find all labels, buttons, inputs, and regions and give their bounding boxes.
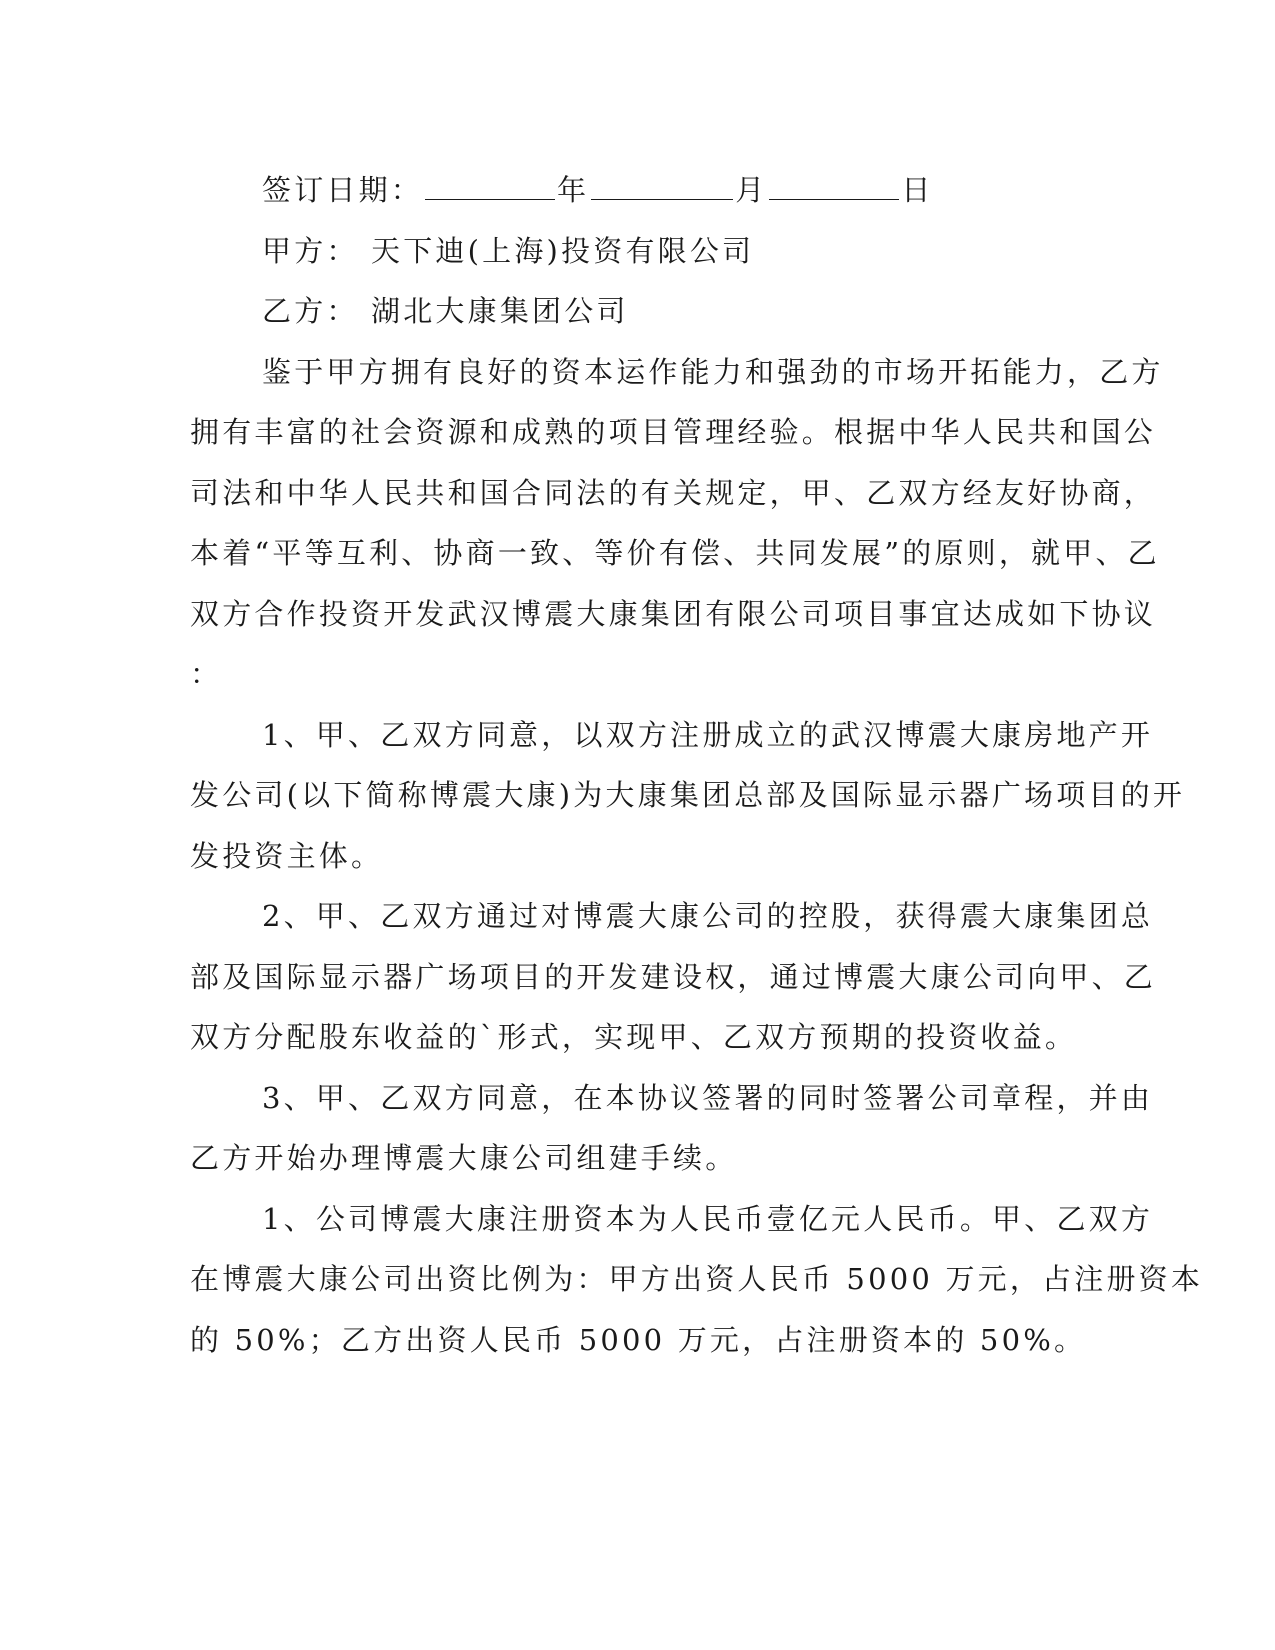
clause-1-paragraph <box>190 705 1186 887</box>
preamble-line: 拥有丰富的社会资源和成熟的项目管理经验。根据中华人民共和国公 <box>190 415 1157 449</box>
clause-line: 发公司(以下简称博震大康)为大康集团总部及国际显示器广场项目的开 <box>190 778 1186 812</box>
preamble-paragraph <box>190 342 1164 705</box>
document-body <box>190 160 1204 1370</box>
clause-line: 1、公司博震大康注册资本为人民币壹亿元人民币。甲、乙双方 <box>262 1201 1154 1236</box>
clause-line: 的 50%；乙方出资人民币 5000 万元，占注册资本的 50%。 <box>190 1322 1087 1357</box>
day-blank <box>769 173 899 200</box>
preamble-line: 司法和中华人民共和国合同法的有关规定，甲、乙双方经友好协商， <box>190 475 1157 510</box>
clause-line: 2、甲、乙双方通过对博震大康公司的控股，获得震大康集团总 <box>262 899 1154 933</box>
preamble-line: 双方合作投资开发武汉博震大康集团有限公司项目事宜达成如下协议 <box>190 596 1157 631</box>
month-blank <box>591 173 733 200</box>
clause-line: 发投资主体。 <box>190 838 384 873</box>
year-label: 年 <box>557 173 590 207</box>
clause-line: 双方分配股东收益的`形式，实现甲、乙双方预期的投资收益。 <box>190 1020 1078 1054</box>
signing-date-label: 签订日期： <box>262 173 424 207</box>
clause-line: 在博震大康公司出资比例为：甲方出资人民币 5000 万元，占注册资本 <box>190 1262 1204 1296</box>
party-b-line: 乙方： 湖北大康集团公司 <box>262 294 629 328</box>
clause-3-paragraph <box>190 1068 1154 1189</box>
clause-line: 3、甲、乙双方同意，在本协议签署的同时签署公司章程，并由 <box>262 1080 1154 1115</box>
preamble-line: 鉴于甲方拥有良好的资本运作能力和强劲的市场开拓能力，乙方 <box>262 354 1164 389</box>
signing-date-line <box>190 160 1080 221</box>
clause-line: 1、甲、乙双方同意，以双方注册成立的武汉博震大康房地产开 <box>262 717 1154 752</box>
year-blank <box>425 173 555 200</box>
clause-2-paragraph <box>190 886 1157 1068</box>
clause-line: 部及国际显示器广场项目的开发建设权，通过博震大康公司向甲、乙 <box>190 959 1157 994</box>
day-label: 日 <box>901 173 934 207</box>
party-a-line: 甲方： 天下迪(上海)投资有限公司 <box>262 233 755 268</box>
clause-line: 乙方开始办理博震大康公司组建手续。 <box>190 1141 738 1175</box>
capital-clause-paragraph <box>190 1189 1204 1371</box>
month-label: 月 <box>735 173 768 207</box>
preamble-line: 本着“平等互利、协商一致、等价有偿、共同发展”的原则，就甲、乙 <box>190 536 1160 570</box>
preamble-line: ： <box>190 657 223 691</box>
